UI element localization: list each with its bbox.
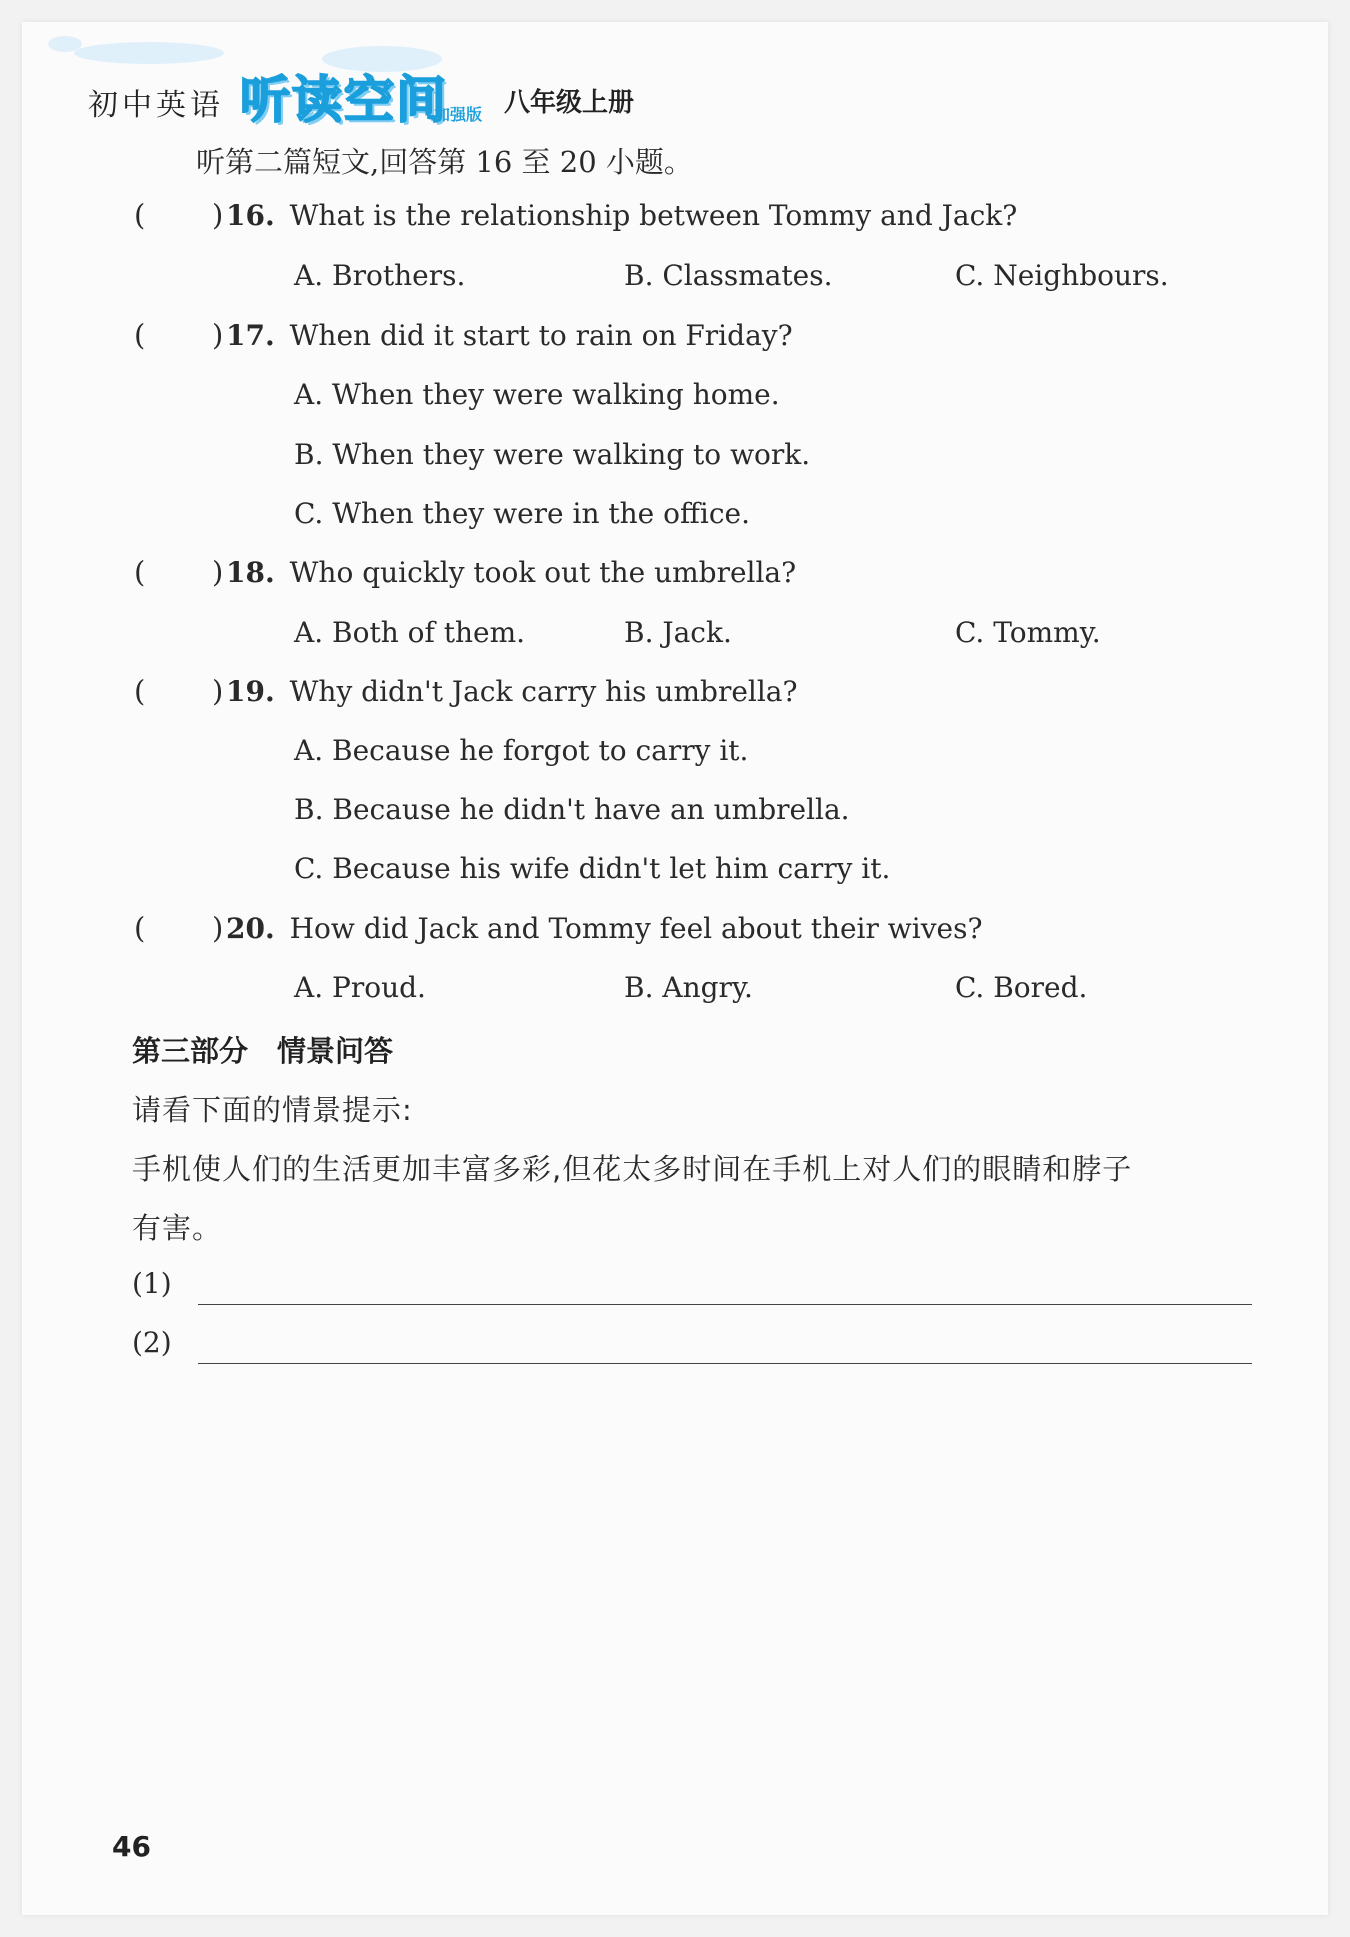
- option-b: B. Jack.: [624, 616, 732, 649]
- option-b: B. When they were walking to work.: [294, 438, 811, 471]
- option-b: B. Because he didn't have an umbrella.: [294, 793, 850, 826]
- question-number: 20.: [226, 912, 275, 945]
- answer-paren-open: (: [134, 674, 146, 708]
- option-c: C. When they were in the office.: [294, 497, 751, 530]
- grade-label: 八年级上册: [504, 88, 635, 118]
- answer-paren-close: ): [212, 911, 224, 945]
- option-c: C. Neighbours.: [955, 259, 1169, 292]
- decor-bubble: [74, 42, 224, 64]
- answer-paren-open: (: [134, 911, 146, 945]
- scenario-text-cont: 有害。: [132, 1211, 223, 1245]
- question-text: Who quickly took out the umbrella?: [289, 556, 797, 589]
- brand-logo: 听读空间: [240, 71, 448, 129]
- question-17: [226, 319, 793, 352]
- option-c: C. Bored.: [955, 971, 1088, 1004]
- answer-paren-close: ): [212, 555, 224, 589]
- question-18: [226, 556, 796, 589]
- option-b: B. Classmates.: [624, 259, 833, 292]
- question-16: [226, 199, 1017, 232]
- answer-paren-open: (: [134, 198, 146, 232]
- answer-line-2[interactable]: [198, 1363, 1252, 1364]
- answer-paren-close: ): [212, 198, 224, 232]
- question-text: How did Jack and Tommy feel about their wives?: [289, 912, 983, 945]
- answer-line-1[interactable]: [198, 1304, 1252, 1305]
- scenario-text: 手机使人们的生活更加丰富多彩,但花太多时间在手机上对人们的眼睛和脖子: [132, 1152, 1133, 1186]
- listening-instruction: 听第二篇短文,回答第 16 至 20 小题。: [196, 145, 693, 179]
- page-number: 46: [112, 1830, 151, 1863]
- option-b: B. Angry.: [624, 971, 753, 1004]
- answer-paren-close: ): [212, 318, 224, 352]
- workbook-page: [22, 22, 1328, 1915]
- option-c: C. Because his wife didn't let him carry it.: [294, 852, 891, 885]
- option-a: A. Because he forgot to carry it.: [294, 734, 749, 767]
- section-title: 第三部分 情景问答: [132, 1034, 394, 1068]
- question-number: 16.: [226, 199, 275, 232]
- answer-paren-open: (: [134, 555, 146, 589]
- question-number: 19.: [226, 675, 275, 708]
- option-a: A. Both of them.: [294, 616, 526, 649]
- page-header: [22, 22, 1328, 132]
- answer-label-1: (1): [132, 1267, 172, 1300]
- question-text: When did it start to rain on Friday?: [289, 319, 793, 352]
- question-text: What is the relationship between Tommy and Jack?: [289, 199, 1018, 232]
- question-20: [226, 912, 982, 945]
- question-text: Why didn't Jack carry his umbrella?: [289, 675, 798, 708]
- answer-paren-open: (: [134, 318, 146, 352]
- option-c: C. Tommy.: [955, 616, 1101, 649]
- question-number: 18.: [226, 556, 275, 589]
- prompt-label: 请看下面的情景提示:: [132, 1093, 413, 1127]
- question-number: 17.: [226, 319, 275, 352]
- option-a: A. Proud.: [294, 971, 426, 1004]
- answer-paren-close: ): [212, 674, 224, 708]
- option-a: A. Brothers.: [294, 259, 466, 292]
- question-19: [226, 675, 798, 708]
- option-a: A. When they were walking home.: [294, 378, 780, 411]
- edition-label: 加强版: [434, 105, 483, 124]
- answer-label-2: (2): [132, 1326, 172, 1359]
- book-title: 初中英语: [88, 88, 224, 123]
